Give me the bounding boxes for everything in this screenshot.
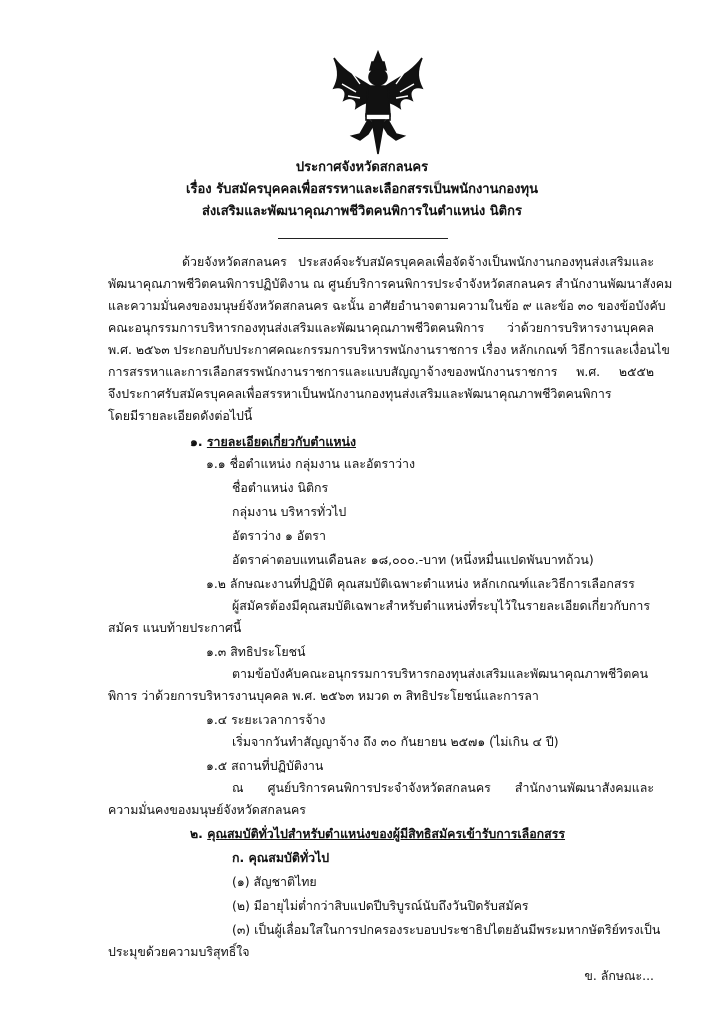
section-1-2-line-1: ผู้สมัครต้องมีคุณสมบัติเฉพาะสำหรับตำแหน่งที่ระบุไว้ในรายละเอียดเกี่ยวกับการ [232, 598, 651, 613]
section-2-number: ๒. [190, 826, 203, 841]
section-1-5-line-1: ณ ศูนย์บริการคนพิการประจำจังหวัดสกลนคร สำนักงานพัฒนาสังคมและ [232, 780, 654, 795]
intro-line-6: การสรรหาและการเลือกสรรพนักงานราชการและแบบสัญญาจ้างของพนักงานราชการ พ.ศ. ๒๕๕๒ [108, 364, 654, 379]
section-1-4-title: ๑.๔ ระยะเวลาการจ้าง [206, 712, 326, 727]
section-1-heading [190, 432, 356, 452]
garuda-emblem [330, 50, 426, 156]
intro-line-2: พัฒนาคุณภาพชีวิตคนพิการปฏิบัติงาน ณ ศูนย์บริการคนพิการประจำจังหวัดสกลนคร สำนักงานพัฒนาสังคม [108, 276, 673, 291]
qualification-item-3-line-1: (๓) เป็นผู้เลื่อมใสในการปกครองระบอบประชาธิปไตยอันมีพระมหากษัตริย์ทรงเป็น [232, 922, 661, 937]
employment-period: เริ่มจากวันทำสัญญาจ้าง ถึง ๓๐ กันยายน ๒๕๗๑ (ไม่เกิน ๔ ปี) [232, 734, 559, 749]
title-divider [278, 238, 448, 239]
intro-line-1: ด้วยจังหวัดสกลนคร ประสงค์จะรับสมัครบุคคลเพื่อจัดจ้างเป็นพนักงานกองทุนส่งเสริมและ [182, 254, 654, 269]
salary-rate: อัตราค่าตอบแทนเดือนละ ๑๘,๐๐๐.-บาท (หนึ่งหมื่นแปดพันบาทถ้วน) [232, 552, 594, 567]
work-group: กลุ่มงาน บริหารทั่วไป [232, 504, 347, 519]
general-qualifications-heading: ก. คุณสมบัติทั่วไป [232, 850, 330, 865]
intro-line-8: โดยมีรายละเอียดดังต่อไปนี้ [108, 408, 253, 423]
section-1-3-line-2: พิการ ว่าด้วยการบริหารงานบุคคล พ.ศ. ๒๕๖๓ หมวด ๓ สิทธิประโยชน์และการลา [108, 688, 539, 703]
vacancy-count: อัตราว่าง ๑ อัตรา [232, 528, 326, 543]
section-1-title: รายละเอียดเกี่ยวกับตำแหน่ง [206, 434, 357, 449]
announcement-title: ประกาศจังหวัดสกลนคร [295, 160, 429, 175]
page-continuation-note: ข. ลักษณะ... [584, 968, 654, 983]
section-2-title: คุณสมบัติทั่วไปสำหรับตำแหน่งของผู้มีสิทธิสมัครเข้ารับการเลือกสรร [207, 826, 566, 841]
section-1-3-line-1: ตามข้อบังคับคณะอนุกรรมการบริหารกองทุนส่งเสริมและพัฒนาคุณภาพชีวิตคน [232, 666, 649, 681]
section-1-number: ๑. [190, 434, 203, 449]
section-2-heading [190, 824, 565, 844]
section-1-2-title: ๑.๒ ลักษณะงานที่ปฏิบัติ คุณสมบัติเฉพาะตำแหน่ง หลักเกณฑ์และวิธีการเลือกสรร [206, 576, 635, 591]
intro-line-3: และความมั่นคงของมนุษย์จังหวัดสกลนคร ฉะนั้น อาศัยอำนาจตามความในข้อ ๙ และข้อ ๓๐ ของข้อบังคับ [108, 298, 666, 313]
section-1-3-title: ๑.๓ สิทธิประโยชน์ [206, 644, 306, 659]
qualification-item-3-line-2: ประมุขด้วยความบริสุทธิ์ใจ [108, 944, 250, 959]
intro-line-7: จึงประกาศรับสมัครบุคคลเพื่อสรรหาเป็นพนักงานกองทุนส่งเสริมและพัฒนาคุณภาพชีวิตคนพิการ [108, 386, 612, 401]
qualification-item-1: (๑) สัญชาติไทย [232, 874, 317, 889]
section-1-5-title: ๑.๕ สถานที่ปฏิบัติงาน [206, 758, 324, 773]
qualification-item-2: (๒) มีอายุไม่ต่ำกว่าสิบแปดปีบริบูรณ์นับถึงวันปิดรับสมัคร [232, 898, 529, 913]
intro-line-4: คณะอนุกรรมการบริหารกองทุนส่งเสริมและพัฒนาคุณภาพชีวิตคนพิการ ว่าด้วยการบริหารงานบุคคล [108, 320, 654, 335]
section-1-1-title: ๑.๑ ชื่อตำแหน่ง กลุ่มงาน และอัตราว่าง [206, 456, 416, 471]
intro-line-5: พ.ศ. ๒๕๖๓ ประกอบกับประกาศคณะกรรมการบริหารพนักงานราชการ เรื่อง หลักเกณฑ์ วิธีการและเงื่อนไข [108, 342, 670, 357]
section-1-5-line-2: ความมั่นคงของมนุษย์จังหวัดสกลนคร [108, 802, 306, 817]
announcement-subject-line-2: ส่งเสริมและพัฒนาคุณภาพชีวิตคนพิการในตำแหน่ง นิติกร [202, 204, 522, 219]
announcement-subject-line-1: เรื่อง รับสมัครบุคคลเพื่อสรรหาและเลือกสรรเป็นพนักงานกองทุน [186, 182, 538, 197]
section-1-2-line-2: สมัคร แนบท้ายประกาศนี้ [108, 620, 242, 635]
position-name: ชื่อตำแหน่ง นิติกร [232, 480, 329, 495]
